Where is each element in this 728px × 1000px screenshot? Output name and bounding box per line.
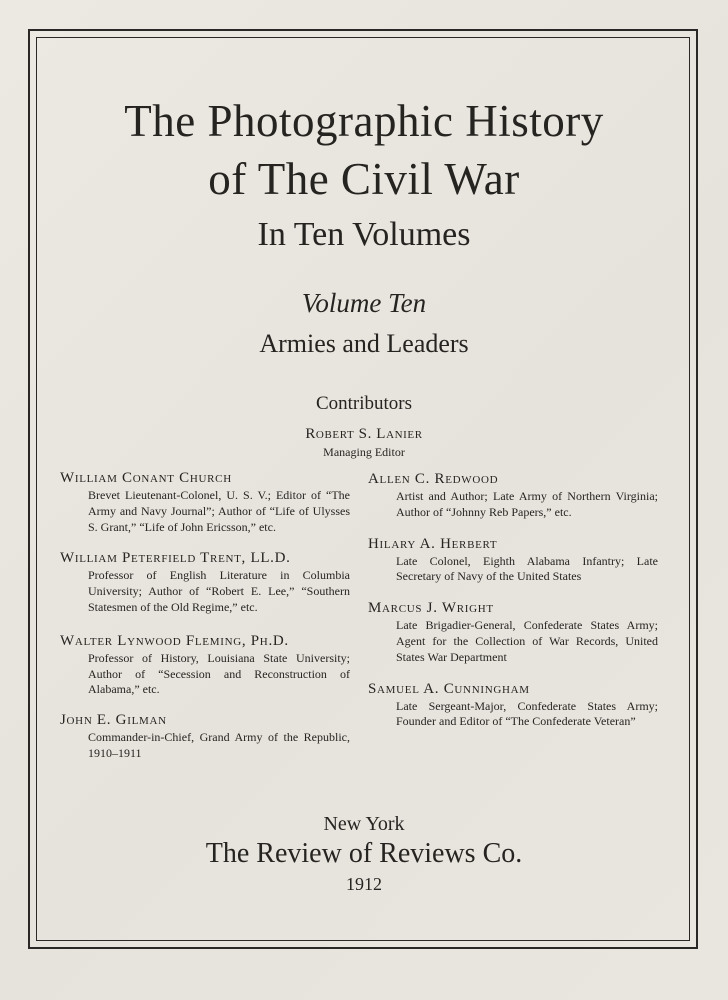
contributors-left-column (60, 469, 350, 776)
contributor-description: Late Sergeant-Major, Confederate States Army; Founder and Editor of “The Confederate Veteran” (396, 698, 658, 729)
contributor-name: Allen C. Redwood (368, 471, 499, 487)
contributor-description: Late Colonel, Eighth Alabama Infantry; Late Secretary of Navy of the United States (396, 553, 658, 584)
contributor-description: Commander-in-Chief, Grand Army of the Republic, 1910–1911 (88, 730, 350, 760)
contributor-entry (368, 535, 658, 586)
publication-year: 1912 (346, 874, 382, 894)
contributor-entry (60, 632, 350, 698)
contributor-entry (60, 711, 350, 762)
contributor-description: Artist and Author; Late Army of Northern Virginia; Author of “Johnny Reb Papers,” etc. (396, 489, 658, 519)
volume-subtitle: Armies and Leaders (259, 329, 469, 358)
contributor-description: Late Brigadier-General, Confederate States Army; Agent for the Collection of War Records, United States War Department (396, 618, 658, 664)
publisher-name: The Review of Reviews Co. (205, 838, 523, 869)
contributor-entry (368, 470, 658, 521)
publisher-city: New York (323, 813, 405, 835)
contributor-entry (368, 599, 658, 665)
book-title-line-2: of The Civil War (208, 154, 520, 204)
contributor-description: Professor of English Literature in Columbia University; Author of “Robert E. Lee,” “Southern Statesmen of the Old Regime,” etc. (88, 568, 350, 614)
managing-editor-name: Robert S. Lanier (305, 426, 423, 442)
contributor-name: Marcus J. Wright (368, 600, 494, 617)
contributors-heading: Contributors (315, 393, 413, 414)
book-title-line-3: In Ten Volumes (257, 216, 471, 253)
book-title-line-1: The Photographic History (124, 96, 604, 146)
volume-title: Volume Ten (301, 288, 427, 318)
contributor-entry (368, 680, 658, 731)
contributor-name: Samuel A. Cunningham (368, 680, 530, 697)
contributors-right-column (368, 470, 658, 744)
contributor-name: Walter Lynwood Fleming, Ph.D. (60, 632, 289, 649)
contributor-description: Professor of History, Louisiana State University; Author of “Secession and Reconstruction of Alabama,” etc. (88, 650, 350, 697)
contributor-name: William Peterfield Trent, LL.D. (60, 550, 291, 567)
contributor-name: Hilary A. Herbert (368, 535, 498, 552)
contributor-entry (60, 549, 350, 615)
contributor-description: Brevet Lieutenant-Colonel, U. S. V.; Editor of “The Army and Navy Journal”; Author of “Life of Ulysses S. Grant,” “Life of John Ericsson,” etc. (88, 488, 350, 534)
managing-editor-role: Managing Editor (323, 445, 405, 459)
contributor-name: John E. Gilman (60, 712, 167, 729)
contributor-entry (60, 469, 350, 535)
contributor-name: William Conant Church (60, 470, 232, 486)
